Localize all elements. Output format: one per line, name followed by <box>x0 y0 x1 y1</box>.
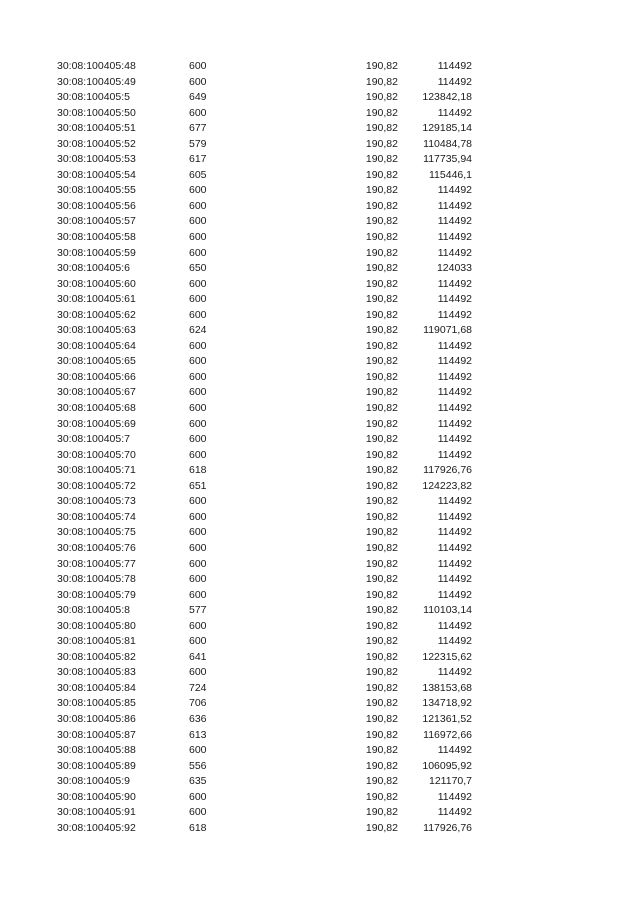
table-row <box>0 821 640 837</box>
cadastral-number-cell: 30:08:100405:89 <box>57 759 136 772</box>
quantity-cell: 600 <box>189 386 207 399</box>
quantity-cell: 677 <box>189 122 207 135</box>
total-cell: 114492 <box>437 106 472 119</box>
price-cell: 190,82 <box>365 681 398 694</box>
total-cell: 114492 <box>437 184 472 197</box>
cadastral-number-cell: 30:08:100405:52 <box>57 137 136 150</box>
cadastral-number-cell: 30:08:100405:51 <box>57 122 136 135</box>
table-row <box>0 168 640 184</box>
quantity-cell: 649 <box>189 91 207 104</box>
price-cell: 190,82 <box>365 122 398 135</box>
table-row <box>0 277 640 293</box>
total-cell: 110484,78 <box>423 137 472 150</box>
total-cell: 114492 <box>437 433 472 446</box>
price-cell: 190,82 <box>365 153 398 166</box>
quantity-cell: 556 <box>189 759 207 772</box>
total-cell: 114492 <box>437 448 472 461</box>
quantity-cell: 600 <box>189 588 207 601</box>
total-cell: 106095,92 <box>422 759 472 772</box>
quantity-cell: 600 <box>189 573 207 586</box>
price-cell: 190,82 <box>365 277 398 290</box>
price-cell: 190,82 <box>365 168 398 181</box>
price-cell: 190,82 <box>365 806 398 819</box>
quantity-cell: 600 <box>189 526 207 539</box>
total-cell: 134718,92 <box>422 697 472 710</box>
table-row <box>0 681 640 697</box>
cadastral-number-cell: 30:08:100405:82 <box>57 650 136 663</box>
cadastral-number-cell: 30:08:100405:74 <box>57 510 136 523</box>
quantity-cell: 600 <box>189 619 207 632</box>
total-cell: 114492 <box>437 588 472 601</box>
price-cell: 190,82 <box>365 557 398 570</box>
cadastral-number-cell: 30:08:100405:54 <box>57 168 136 181</box>
price-cell: 190,82 <box>365 60 398 72</box>
quantity-cell: 600 <box>189 246 207 259</box>
cadastral-number-cell: 30:08:100405:81 <box>57 635 136 648</box>
total-cell: 114492 <box>437 386 472 399</box>
total-cell: 114492 <box>437 215 472 228</box>
price-cell: 190,82 <box>365 308 398 321</box>
price-cell: 190,82 <box>365 666 398 679</box>
price-cell: 190,82 <box>365 821 398 834</box>
table-row <box>0 90 640 106</box>
total-cell: 114492 <box>437 60 472 72</box>
cadastral-number-cell: 30:08:100405:90 <box>57 790 136 803</box>
total-cell: 114492 <box>437 308 472 321</box>
price-cell: 190,82 <box>365 604 398 617</box>
quantity-cell: 724 <box>189 681 207 694</box>
quantity-cell: 600 <box>189 541 207 554</box>
cadastral-number-cell: 30:08:100405:7 <box>57 433 130 446</box>
quantity-cell: 600 <box>189 495 207 508</box>
table-row <box>0 137 640 153</box>
table-row <box>0 510 640 526</box>
total-cell: 121170,7 <box>428 775 472 788</box>
cadastral-number-cell: 30:08:100405:65 <box>57 355 136 368</box>
quantity-cell: 636 <box>189 712 207 725</box>
cadastral-number-cell: 30:08:100405:67 <box>57 386 136 399</box>
cadastral-number-cell: 30:08:100405:88 <box>57 744 136 757</box>
quantity-cell: 600 <box>189 199 207 212</box>
table-row <box>0 199 640 215</box>
table-row <box>0 588 640 604</box>
quantity-cell: 579 <box>189 137 207 150</box>
quantity-cell: 600 <box>189 277 207 290</box>
price-cell: 190,82 <box>365 137 398 150</box>
quantity-cell: 618 <box>189 464 207 477</box>
total-cell: 138153,68 <box>422 681 472 694</box>
table-row <box>0 354 640 370</box>
table-row <box>0 463 640 479</box>
price-cell: 190,82 <box>365 231 398 244</box>
price-cell: 190,82 <box>365 635 398 648</box>
quantity-cell: 600 <box>189 417 207 430</box>
table-row <box>0 805 640 821</box>
table-row <box>0 183 640 199</box>
price-cell: 190,82 <box>365 106 398 119</box>
cadastral-number-cell: 30:08:100405:70 <box>57 448 136 461</box>
price-cell: 190,82 <box>365 479 398 492</box>
cadastral-number-cell: 30:08:100405:83 <box>57 666 136 679</box>
total-cell: 114492 <box>437 666 472 679</box>
price-cell: 190,82 <box>365 433 398 446</box>
table-row <box>0 603 640 619</box>
table-row <box>0 152 640 168</box>
price-cell: 190,82 <box>365 75 398 88</box>
quantity-cell: 600 <box>189 448 207 461</box>
quantity-cell: 650 <box>189 262 207 275</box>
table-row <box>0 728 640 744</box>
table-row <box>0 230 640 246</box>
total-cell: 117926,76 <box>423 821 472 834</box>
price-cell: 190,82 <box>365 495 398 508</box>
price-cell: 190,82 <box>365 91 398 104</box>
price-cell: 190,82 <box>365 184 398 197</box>
cadastral-number-cell: 30:08:100405:61 <box>57 293 136 306</box>
table-row <box>0 743 640 759</box>
total-cell: 114492 <box>437 417 472 430</box>
quantity-cell: 577 <box>189 604 207 617</box>
cadastral-number-cell: 30:08:100405:62 <box>57 308 136 321</box>
quantity-cell: 618 <box>189 821 207 834</box>
table-row <box>0 121 640 137</box>
cadastral-number-cell: 30:08:100405:49 <box>57 75 136 88</box>
total-cell: 114492 <box>437 355 472 368</box>
quantity-cell: 600 <box>189 557 207 570</box>
quantity-cell: 600 <box>189 231 207 244</box>
total-cell: 110103,14 <box>423 604 472 617</box>
cadastral-number-cell: 30:08:100405:85 <box>57 697 136 710</box>
total-cell: 114492 <box>437 635 472 648</box>
table-row <box>0 479 640 495</box>
cadastral-number-cell: 30:08:100405:6 <box>57 262 130 275</box>
quantity-cell: 600 <box>189 510 207 523</box>
quantity-cell: 617 <box>189 153 207 166</box>
cadastral-number-cell: 30:08:100405:48 <box>57 60 136 72</box>
price-cell: 190,82 <box>365 199 398 212</box>
table-row <box>0 665 640 681</box>
table-row <box>0 712 640 728</box>
price-cell: 190,82 <box>365 573 398 586</box>
quantity-cell: 600 <box>189 402 207 415</box>
price-cell: 190,82 <box>365 712 398 725</box>
table-row <box>0 308 640 324</box>
table-row <box>0 385 640 401</box>
cadastral-number-cell: 30:08:100405:60 <box>57 277 136 290</box>
table-row <box>0 246 640 262</box>
total-cell: 114492 <box>437 75 472 88</box>
total-cell: 114492 <box>437 526 472 539</box>
table-row <box>0 790 640 806</box>
price-cell: 190,82 <box>365 370 398 383</box>
quantity-cell: 600 <box>189 75 207 88</box>
quantity-cell: 600 <box>189 635 207 648</box>
price-cell: 190,82 <box>365 775 398 788</box>
quantity-cell: 600 <box>189 106 207 119</box>
total-cell: 114492 <box>437 744 472 757</box>
total-cell: 114492 <box>437 370 472 383</box>
total-cell: 124223,82 <box>422 479 472 492</box>
cadastral-number-cell: 30:08:100405:91 <box>57 806 136 819</box>
quantity-cell: 600 <box>189 744 207 757</box>
price-cell: 190,82 <box>365 790 398 803</box>
quantity-cell: 600 <box>189 308 207 321</box>
total-cell: 117735,94 <box>423 153 472 166</box>
total-cell: 114492 <box>437 199 472 212</box>
cadastral-number-cell: 30:08:100405:9 <box>57 775 130 788</box>
table-row <box>0 339 640 355</box>
price-cell: 190,82 <box>365 448 398 461</box>
data-table <box>0 59 640 836</box>
price-cell: 190,82 <box>365 417 398 430</box>
table-row <box>0 650 640 666</box>
cadastral-number-cell: 30:08:100405:63 <box>57 324 136 337</box>
table-row <box>0 323 640 339</box>
total-cell: 119071,68 <box>423 324 472 337</box>
quantity-cell: 651 <box>189 479 207 492</box>
price-cell: 190,82 <box>365 619 398 632</box>
price-cell: 190,82 <box>365 744 398 757</box>
quantity-cell: 600 <box>189 355 207 368</box>
price-cell: 190,82 <box>365 339 398 352</box>
total-cell: 124033 <box>436 262 472 275</box>
cadastral-number-cell: 30:08:100405:77 <box>57 557 136 570</box>
price-cell: 190,82 <box>365 293 398 306</box>
table-row <box>0 572 640 588</box>
total-cell: 122315,62 <box>422 650 472 663</box>
cadastral-number-cell: 30:08:100405:86 <box>57 712 136 725</box>
cadastral-number-cell: 30:08:100405:71 <box>57 464 136 477</box>
price-cell: 190,82 <box>365 402 398 415</box>
total-cell: 114492 <box>437 541 472 554</box>
price-cell: 190,82 <box>365 464 398 477</box>
cadastral-number-cell: 30:08:100405:79 <box>57 588 136 601</box>
total-cell: 115446,1 <box>428 168 472 181</box>
total-cell: 114492 <box>437 619 472 632</box>
table-row <box>0 525 640 541</box>
quantity-cell: 600 <box>189 215 207 228</box>
table-row <box>0 494 640 510</box>
total-cell: 117926,76 <box>423 464 472 477</box>
total-cell: 114492 <box>437 277 472 290</box>
table-row <box>0 401 640 417</box>
price-cell: 190,82 <box>365 262 398 275</box>
cadastral-number-cell: 30:08:100405:72 <box>57 479 136 492</box>
price-cell: 190,82 <box>365 650 398 663</box>
price-cell: 190,82 <box>365 510 398 523</box>
price-cell: 190,82 <box>365 246 398 259</box>
price-cell: 190,82 <box>365 541 398 554</box>
cadastral-number-cell: 30:08:100405:64 <box>57 339 136 352</box>
total-cell: 114492 <box>437 557 472 570</box>
total-cell: 123842,18 <box>422 91 472 104</box>
table-row <box>0 417 640 433</box>
cadastral-number-cell: 30:08:100405:73 <box>57 495 136 508</box>
quantity-cell: 624 <box>189 324 207 337</box>
table-row <box>0 292 640 308</box>
table-row <box>0 106 640 122</box>
quantity-cell: 641 <box>189 650 207 663</box>
total-cell: 114492 <box>437 246 472 259</box>
cadastral-number-cell: 30:08:100405:53 <box>57 153 136 166</box>
table-row <box>0 448 640 464</box>
table-row <box>0 619 640 635</box>
price-cell: 190,82 <box>365 759 398 772</box>
cadastral-number-cell: 30:08:100405:87 <box>57 728 136 741</box>
table-row <box>0 59 640 75</box>
quantity-cell: 600 <box>189 339 207 352</box>
table-row <box>0 557 640 573</box>
price-cell: 190,82 <box>365 324 398 337</box>
total-cell: 114492 <box>437 339 472 352</box>
quantity-cell: 605 <box>189 168 207 181</box>
table-row <box>0 759 640 775</box>
table-row <box>0 634 640 650</box>
cadastral-number-cell: 30:08:100405:92 <box>57 821 136 834</box>
table-row <box>0 214 640 230</box>
cadastral-number-cell: 30:08:100405:69 <box>57 417 136 430</box>
total-cell: 114492 <box>437 402 472 415</box>
cadastral-number-cell: 30:08:100405:57 <box>57 215 136 228</box>
total-cell: 121361,52 <box>422 712 472 725</box>
table-row <box>0 696 640 712</box>
cadastral-number-cell: 30:08:100405:66 <box>57 370 136 383</box>
table-row <box>0 541 640 557</box>
price-cell: 190,82 <box>365 588 398 601</box>
price-cell: 190,82 <box>365 215 398 228</box>
cadastral-number-cell: 30:08:100405:5 <box>57 91 130 104</box>
price-cell: 190,82 <box>365 526 398 539</box>
quantity-cell: 600 <box>189 806 207 819</box>
price-cell: 190,82 <box>365 728 398 741</box>
quantity-cell: 600 <box>189 293 207 306</box>
quantity-cell: 613 <box>189 728 207 741</box>
cadastral-number-cell: 30:08:100405:55 <box>57 184 136 197</box>
total-cell: 114492 <box>437 495 472 508</box>
cadastral-number-cell: 30:08:100405:8 <box>57 604 130 617</box>
cadastral-number-cell: 30:08:100405:84 <box>57 681 136 694</box>
quantity-cell: 600 <box>189 666 207 679</box>
cadastral-number-cell: 30:08:100405:78 <box>57 573 136 586</box>
price-cell: 190,82 <box>365 386 398 399</box>
table-row <box>0 261 640 277</box>
cadastral-number-cell: 30:08:100405:58 <box>57 231 136 244</box>
table-row <box>0 774 640 790</box>
total-cell: 114492 <box>437 790 472 803</box>
quantity-cell: 600 <box>189 433 207 446</box>
cadastral-number-cell: 30:08:100405:68 <box>57 402 136 415</box>
total-cell: 114492 <box>437 806 472 819</box>
table-row <box>0 432 640 448</box>
quantity-cell: 635 <box>189 775 207 788</box>
quantity-cell: 600 <box>189 370 207 383</box>
total-cell: 116972,66 <box>423 728 472 741</box>
total-cell: 114492 <box>437 510 472 523</box>
total-cell: 114492 <box>437 573 472 586</box>
cadastral-number-cell: 30:08:100405:50 <box>57 106 136 119</box>
quantity-cell: 600 <box>189 60 207 72</box>
cadastral-number-cell: 30:08:100405:75 <box>57 526 136 539</box>
quantity-cell: 706 <box>189 697 207 710</box>
quantity-cell: 600 <box>189 184 207 197</box>
table-row <box>0 75 640 91</box>
total-cell: 114492 <box>437 231 472 244</box>
price-cell: 190,82 <box>365 355 398 368</box>
cadastral-number-cell: 30:08:100405:59 <box>57 246 136 259</box>
cadastral-number-cell: 30:08:100405:76 <box>57 541 136 554</box>
total-cell: 129185,14 <box>422 122 472 135</box>
table-row <box>0 370 640 386</box>
cadastral-number-cell: 30:08:100405:80 <box>57 619 136 632</box>
price-cell: 190,82 <box>365 697 398 710</box>
quantity-cell: 600 <box>189 790 207 803</box>
cadastral-number-cell: 30:08:100405:56 <box>57 199 136 212</box>
total-cell: 114492 <box>437 293 472 306</box>
